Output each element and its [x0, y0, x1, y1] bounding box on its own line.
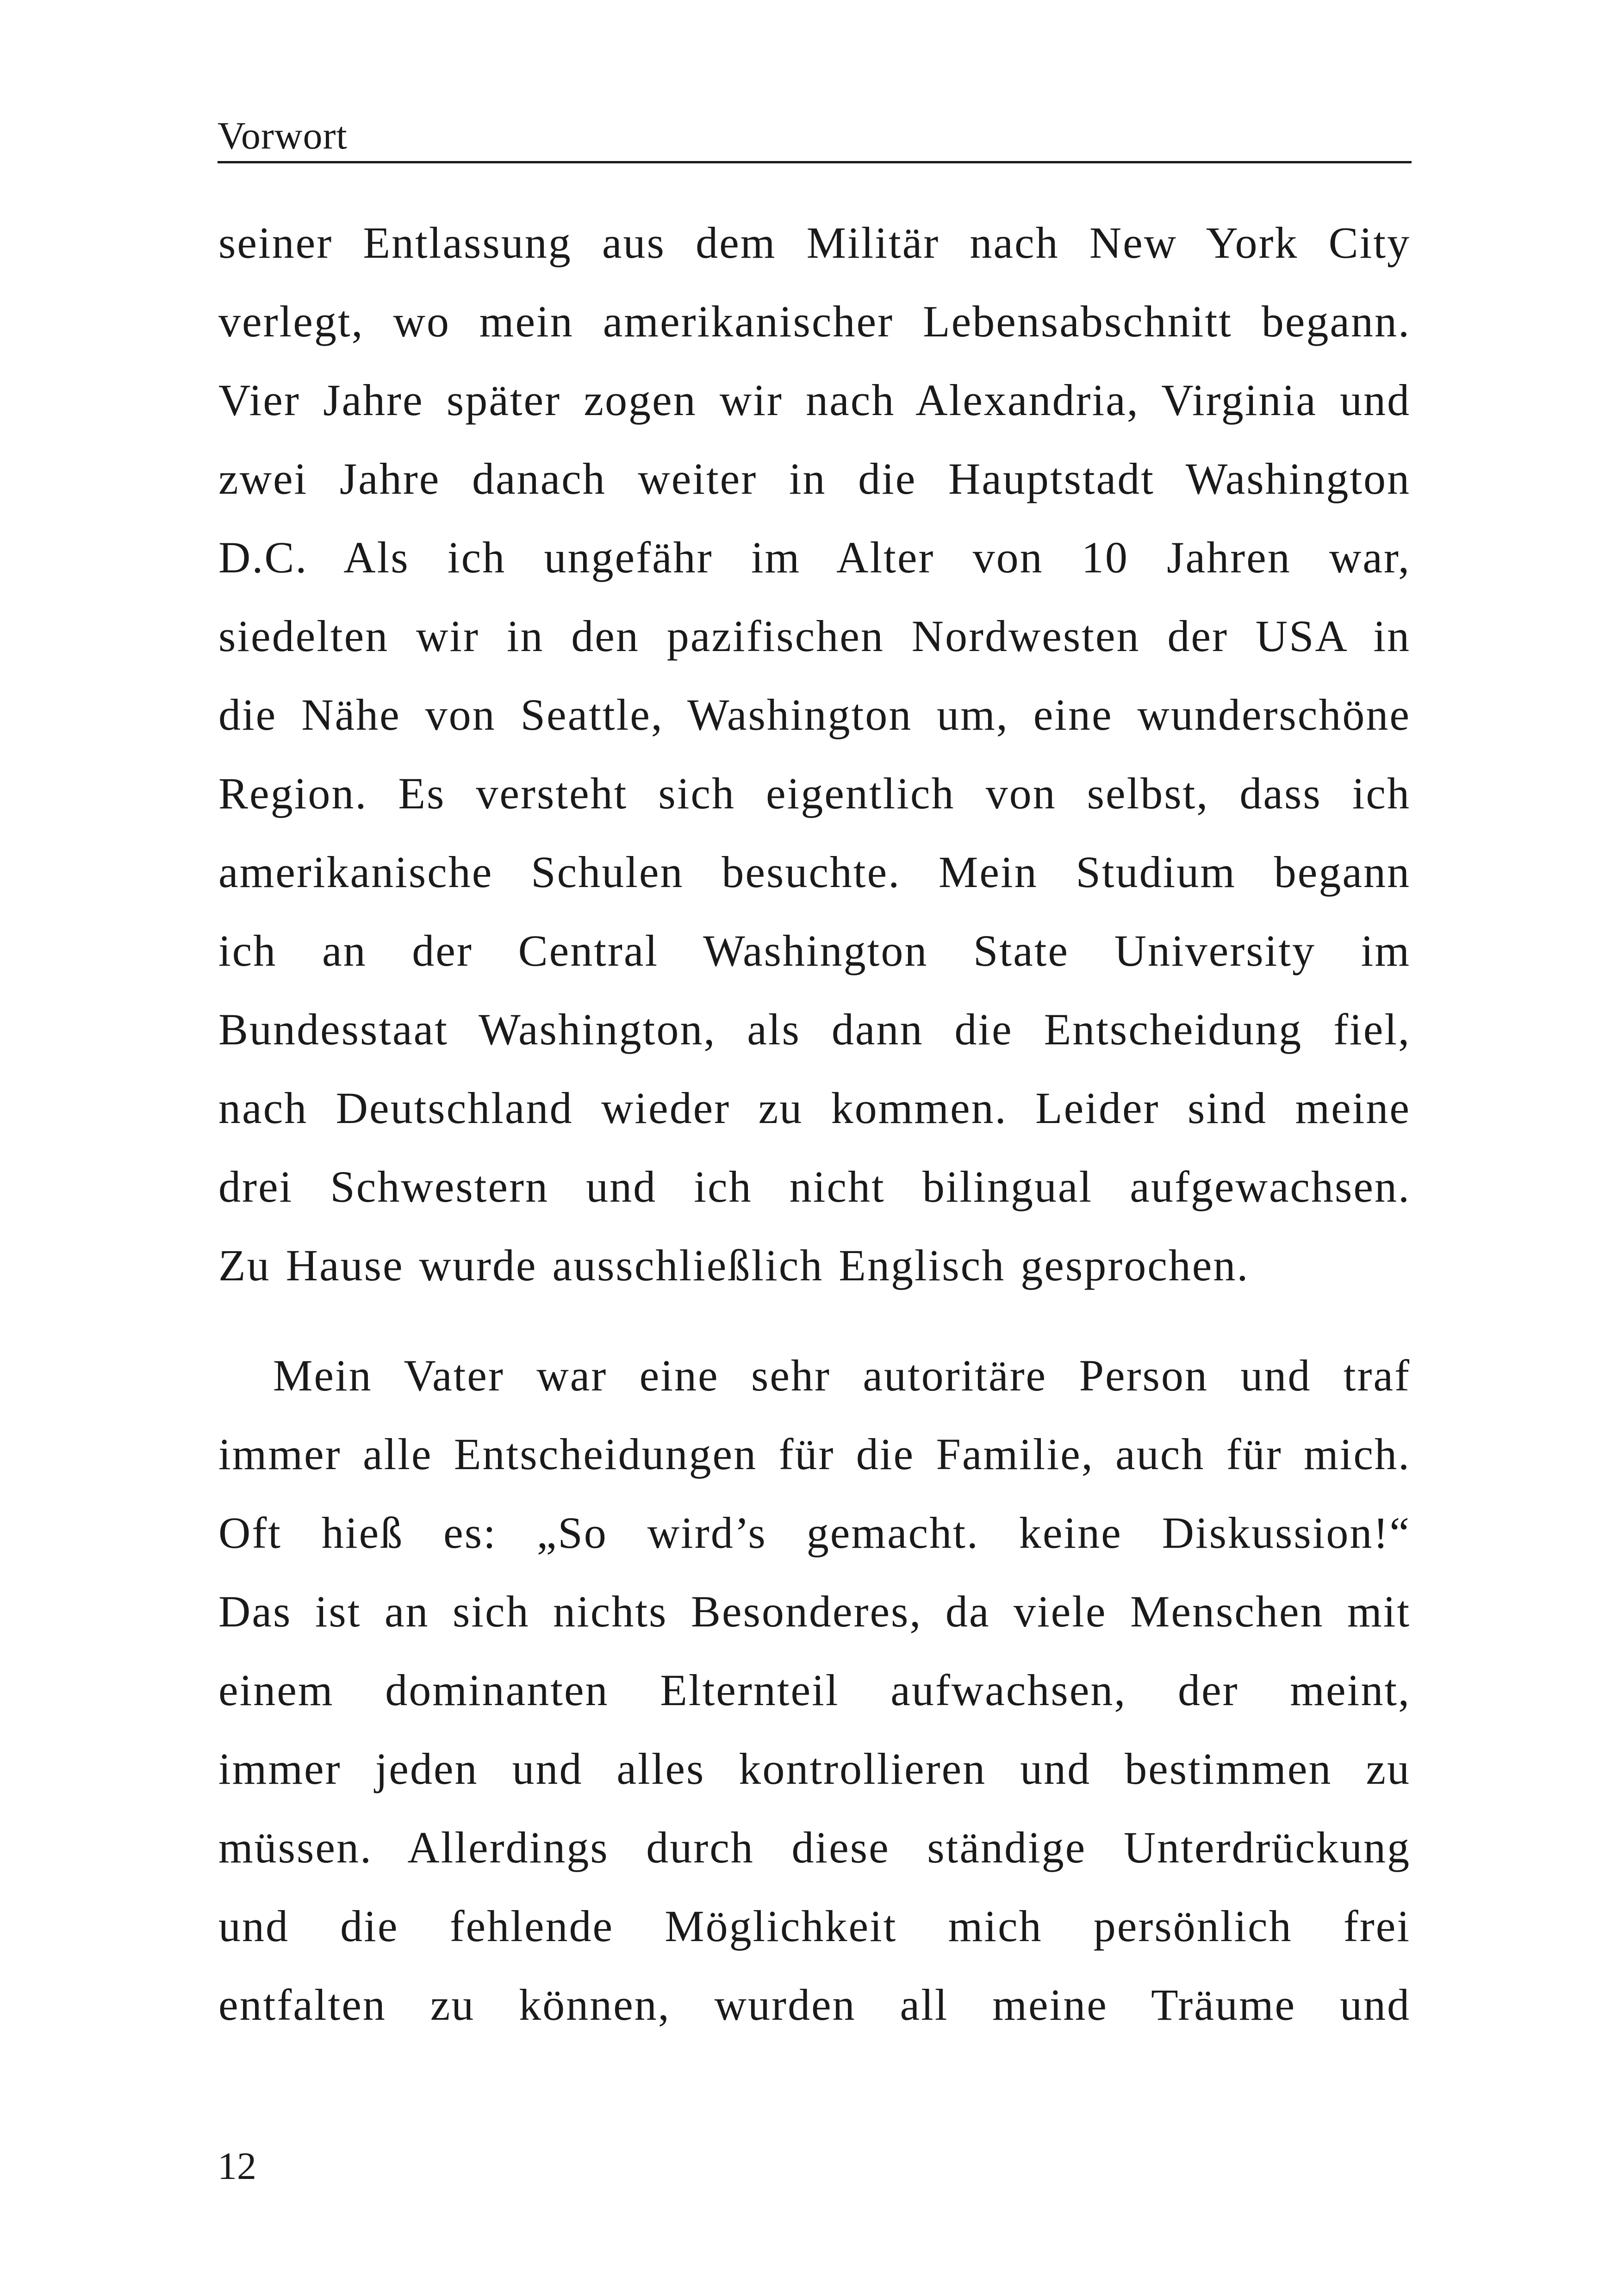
text-line: entfalten zu können, wurden all meine Träume und [218, 1980, 1411, 2029]
text-line: Vier Jahre später zogen wir nach Alexandria, Virginia und [218, 375, 1411, 425]
text-line: einem dominanten Elternteil aufwachsen, der meint, [218, 1665, 1411, 1715]
text-line: Region. Es versteht sich eigentlich von selbst, dass ich [218, 769, 1411, 818]
paragraph-2 [218, 1336, 1411, 2044]
page-number: 12 [218, 2145, 256, 2188]
text-line: müssen. Allerdings durch diese ständige Unterdrückung [218, 1823, 1411, 1872]
text-line: verlegt, wo mein amerikanischer Lebensabschnitt begann. [218, 297, 1411, 346]
text-line: amerikanische Schulen besuchte. Mein Studium begann [218, 847, 1411, 897]
chapter-title: Vorwort [218, 114, 348, 157]
text-line: Zu Hause wurde ausschließlich Englisch gesprochen. [218, 1241, 1250, 1290]
text-line: drei Schwestern und ich nicht bilingual aufgewachsen. [218, 1162, 1411, 1211]
text-line: immer jeden und alles kontrollieren und bestimmen zu [218, 1744, 1411, 1793]
text-line: D.C. Als ich ungefähr im Alter von 10 Jahren war, [218, 533, 1411, 582]
text-line: siedelten wir in den pazifischen Nordwesten der USA in [218, 611, 1411, 661]
text-line: und die fehlende Möglichkeit mich persönlich frei [218, 1901, 1411, 1951]
text-line: Mein Vater war eine sehr autoritäre Person und traf [273, 1351, 1411, 1400]
text-line: die Nähe von Seattle, Washington um, eine wunderschöne [218, 690, 1411, 739]
text-line: seiner Entlassung aus dem Militär nach New York City [218, 218, 1411, 267]
text-line: ich an der Central Washington State University im [218, 926, 1411, 975]
running-header [218, 106, 1412, 163]
text-line: nach Deutschland wieder zu kommen. Leider sind meine [218, 1083, 1411, 1133]
body-text [218, 204, 1411, 2044]
paragraph-1 [218, 204, 1411, 1305]
text-line: zwei Jahre danach weiter in die Hauptstadt Washington [218, 454, 1411, 503]
text-line: Das ist an sich nichts Besonderes, da viele Menschen mit [218, 1587, 1411, 1636]
text-line: Oft hieß es: „So wird’s gemacht. keine Diskussion!“ [218, 1508, 1411, 1558]
text-line: immer alle Entscheidungen für die Familie, auch für mich. [218, 1429, 1411, 1479]
text-line: Bundesstaat Washington, als dann die Entscheidung fiel, [218, 1005, 1411, 1054]
